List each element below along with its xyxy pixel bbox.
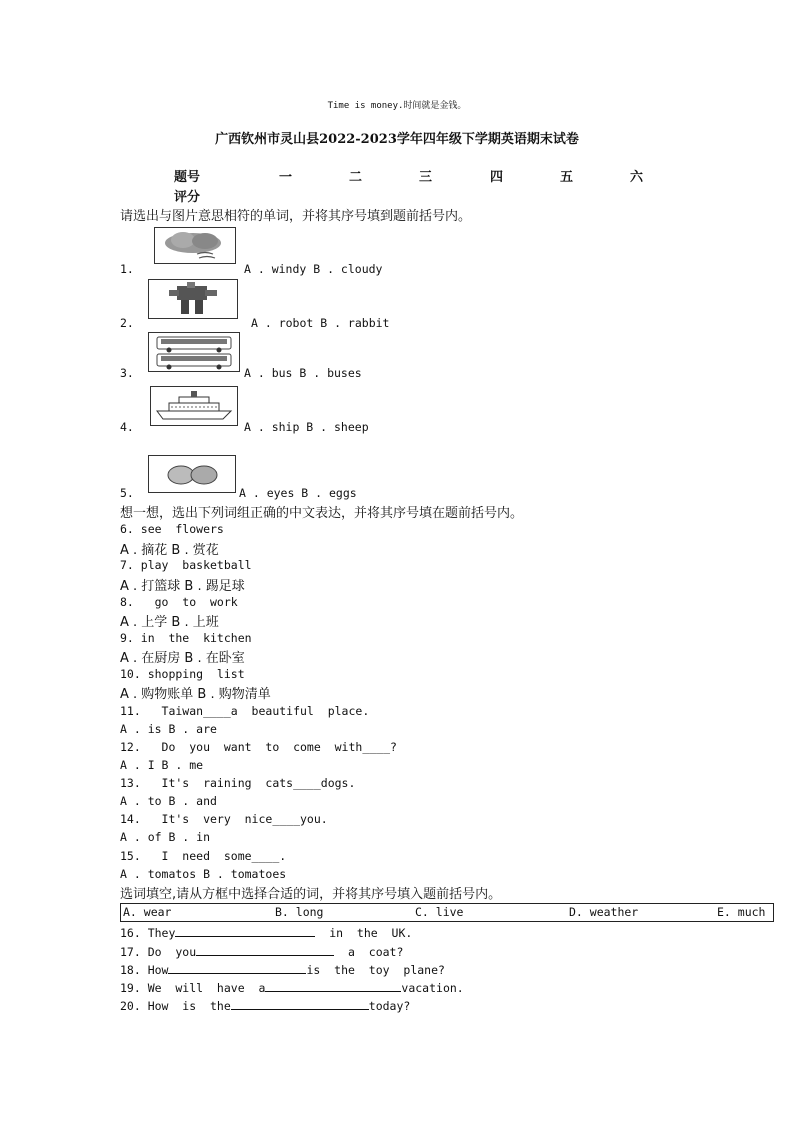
ship-icon xyxy=(151,387,237,425)
q18-suffix: is the toy plane? xyxy=(306,963,445,977)
bus-icon xyxy=(149,333,239,371)
score-col-6: 六 xyxy=(630,170,644,185)
q7-question: 7. play basketball xyxy=(120,558,252,572)
word-bank-box xyxy=(120,903,774,922)
word-bank-option-a: A. wear xyxy=(123,905,172,919)
q6-options: A . 摘花 B . 赏花 xyxy=(120,543,219,558)
q20-blank[interactable] xyxy=(231,998,369,1010)
q18-blank[interactable] xyxy=(168,962,306,974)
score-col-3: 三 xyxy=(419,170,433,185)
q20-prefix: 20. How is the xyxy=(120,999,231,1013)
q12-options: A . I B . me xyxy=(120,758,204,772)
score-col-2: 二 xyxy=(349,170,363,185)
score-table-row2-label: 评分 xyxy=(174,190,201,205)
q15-question: 15. I need some____. xyxy=(120,849,287,863)
score-col-4: 四 xyxy=(490,170,504,185)
section4-instruction: 选词填空,请从方框中选择合适的词，并将其序号填入题前括号内。 xyxy=(120,887,502,902)
word-bank-option-c: C. live xyxy=(415,905,464,919)
q17-blank[interactable] xyxy=(196,944,334,956)
eggs-picture xyxy=(148,455,236,493)
q11-options: A . is B . are xyxy=(120,722,217,736)
q4-number: 4. xyxy=(120,420,134,434)
q8-question: 8. go to work xyxy=(120,595,238,609)
word-bank-option-d: D. weather xyxy=(569,905,639,919)
q19-prefix: 19. We will have a xyxy=(120,981,266,995)
q14-options: A . of B . in xyxy=(120,830,211,844)
ship-picture xyxy=(150,386,238,426)
q16-blank[interactable] xyxy=(175,925,315,937)
q9-options: A . 在厨房 B . 在卧室 xyxy=(120,651,245,666)
q1-number: 1. xyxy=(120,262,134,276)
q8-options: A . 上学 B . 上班 xyxy=(120,615,219,630)
q15-options: A . tomatos B . tomatoes xyxy=(120,867,287,881)
q19-suffix: vacation. xyxy=(401,981,464,995)
q14-question: 14. It's very nice____you. xyxy=(120,812,328,826)
exam-title: 广西钦州市灵山县2022-2023学年四年级下学期英语期末试卷 xyxy=(215,132,579,147)
q2-number: 2. xyxy=(120,316,134,330)
q18-prefix: 18. How xyxy=(120,963,169,977)
q13-question: 13. It's raining cats____dogs. xyxy=(120,776,356,790)
q7-options: A . 打篮球 B . 踢足球 xyxy=(120,579,245,594)
q16-line xyxy=(120,925,412,940)
q18-line xyxy=(120,962,445,977)
q19-line xyxy=(120,980,464,995)
score-col-5: 五 xyxy=(560,170,574,185)
score-table-row1-label: 题号 xyxy=(174,170,201,185)
q13-options: A . to B . and xyxy=(120,794,217,808)
robot-icon xyxy=(149,280,237,318)
q19-blank[interactable] xyxy=(265,980,401,992)
q1-options: A . windy B . cloudy xyxy=(244,262,383,276)
q5-options: A . eyes B . eggs xyxy=(239,486,357,500)
eggs-icon xyxy=(149,456,235,492)
q10-question: 10. shopping list xyxy=(120,667,245,681)
section2-instruction: 想一想，选出下列词组正确的中文表达，并将其序号填在题前括号内。 xyxy=(120,506,524,521)
cloud-picture xyxy=(154,227,236,264)
page-header-motto: Time is money.时间就是金钱。 xyxy=(327,101,467,111)
q9-question: 9. in the kitchen xyxy=(120,631,252,645)
q16-prefix: 16. They xyxy=(120,926,176,940)
section1-instruction: 请选出与图片意思相符的单词，并将其序号填到题前括号内。 xyxy=(120,209,472,224)
q17-line xyxy=(120,944,403,959)
q16-suffix: in the UK. xyxy=(315,926,413,940)
q5-number: 5. xyxy=(120,486,134,500)
robot-picture xyxy=(148,279,238,319)
q10-options: A . 购物账单 B . 购物清单 xyxy=(120,687,271,702)
score-col-1: 一 xyxy=(279,170,293,185)
cloud-icon xyxy=(155,228,235,263)
word-bank-option-b: B. long xyxy=(275,905,324,919)
q20-suffix: today? xyxy=(368,999,411,1013)
q20-line xyxy=(120,998,410,1013)
buses-picture xyxy=(148,332,240,372)
word-bank-option-e: E. much xyxy=(717,905,766,919)
q2-options: A . robot B . rabbit xyxy=(251,316,390,330)
q17-suffix: a coat? xyxy=(334,945,404,959)
q12-question: 12. Do you want to come with____? xyxy=(120,740,397,754)
q17-prefix: 17. Do you xyxy=(120,945,197,959)
q3-number: 3. xyxy=(120,366,134,380)
q3-options: A . bus B . buses xyxy=(244,366,362,380)
q4-options: A . ship B . sheep xyxy=(244,420,369,434)
q6-question: 6. see flowers xyxy=(120,522,224,536)
q11-question: 11. Taiwan____a beautiful place. xyxy=(120,704,370,718)
